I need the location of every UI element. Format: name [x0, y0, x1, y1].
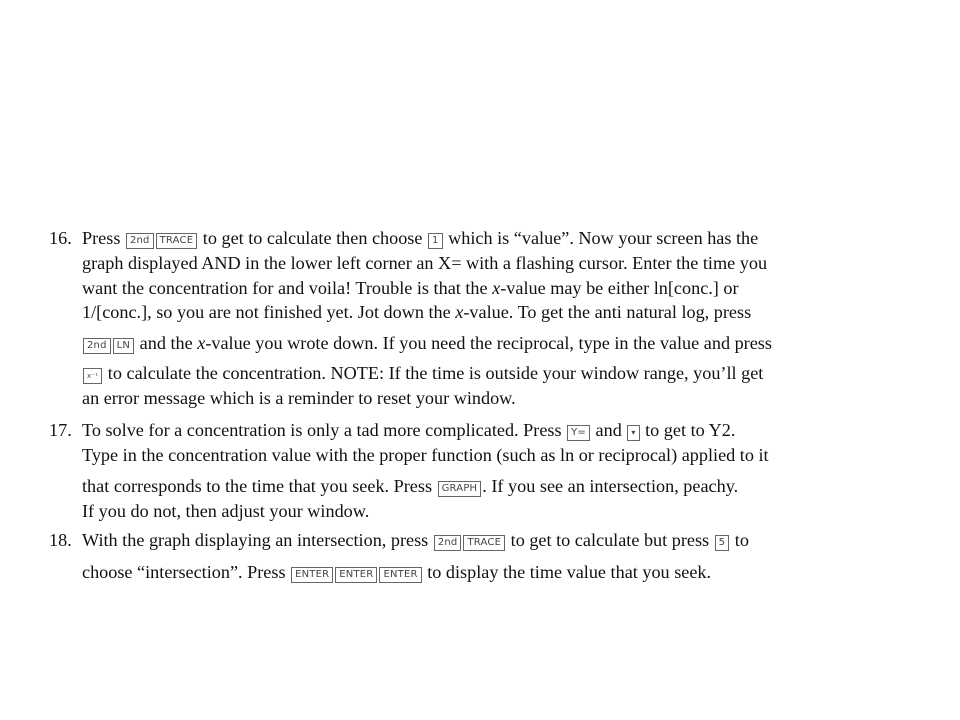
key-enter: ENTER [379, 567, 421, 583]
step-16-line-4: 1/[conc.], so you are not finished yet. Jot down the x-value. To get the anti natural log, press [82, 302, 752, 322]
key-enter: ENTER [291, 567, 333, 583]
step-18-line-1: With the graph displaying an intersection, press 2nd TRACE to get to calculate but press 5 to [82, 530, 749, 550]
key-1: 1 [428, 233, 443, 249]
key-enter: ENTER [335, 567, 377, 583]
key-y-equals: Y= [567, 425, 590, 441]
key-trace: TRACE [156, 233, 198, 249]
step-16-line-1: Press 2nd TRACE to get to calculate then choose 1 which is “value”. Now your screen has the [82, 228, 759, 248]
step-number: 18. [49, 530, 72, 550]
step-16-line-5: 2nd LN and the x-value you wrote down. If you need the reciprocal, type in the value and press [82, 331, 772, 355]
key-2nd: 2nd [126, 233, 154, 249]
step-16-line-6: x⁻¹ to calculate the concentration. NOTE: If the time is outside your window range, you’ll get [82, 361, 763, 385]
step-16-line-7: an error message which is a reminder to reset your window. [82, 388, 516, 408]
key-graph: GRAPH [438, 481, 482, 497]
step-17-line-3: that corresponds to the time that you seek. Press GRAPH . If you see an intersection, peachy. [82, 476, 739, 496]
step-18-line-2: choose “intersection”. Press ENTER ENTER ENTER to display the time value that you seek. [82, 562, 712, 582]
step-number: 16. [49, 228, 72, 248]
key-2nd: 2nd [434, 535, 462, 551]
key-ln: LN [113, 338, 134, 354]
step-17-line-1: To solve for a concentration is only a tad more complicated. Press Y= and ▾ to get to Y2. [82, 420, 736, 440]
key-trace: TRACE [463, 535, 505, 551]
step-16-line-3: want the concentration for and voila! Trouble is that the x-value may be either ln[conc.] or [82, 278, 739, 298]
key-down-arrow: ▾ [627, 425, 639, 441]
key-x-inverse: x⁻¹ [83, 368, 102, 384]
step-17-line-4: If you do not, then adjust your window. [82, 501, 370, 521]
key-2nd: 2nd [83, 338, 111, 354]
step-16-line-2: graph displayed AND in the lower left corner an X= with a flashing cursor. Enter the time you [82, 253, 768, 273]
key-5: 5 [715, 535, 730, 551]
step-number: 17. [49, 420, 72, 440]
step-17-line-2: Type in the concentration value with the proper function (such as ln or reciprocal) applied to it [82, 445, 769, 465]
